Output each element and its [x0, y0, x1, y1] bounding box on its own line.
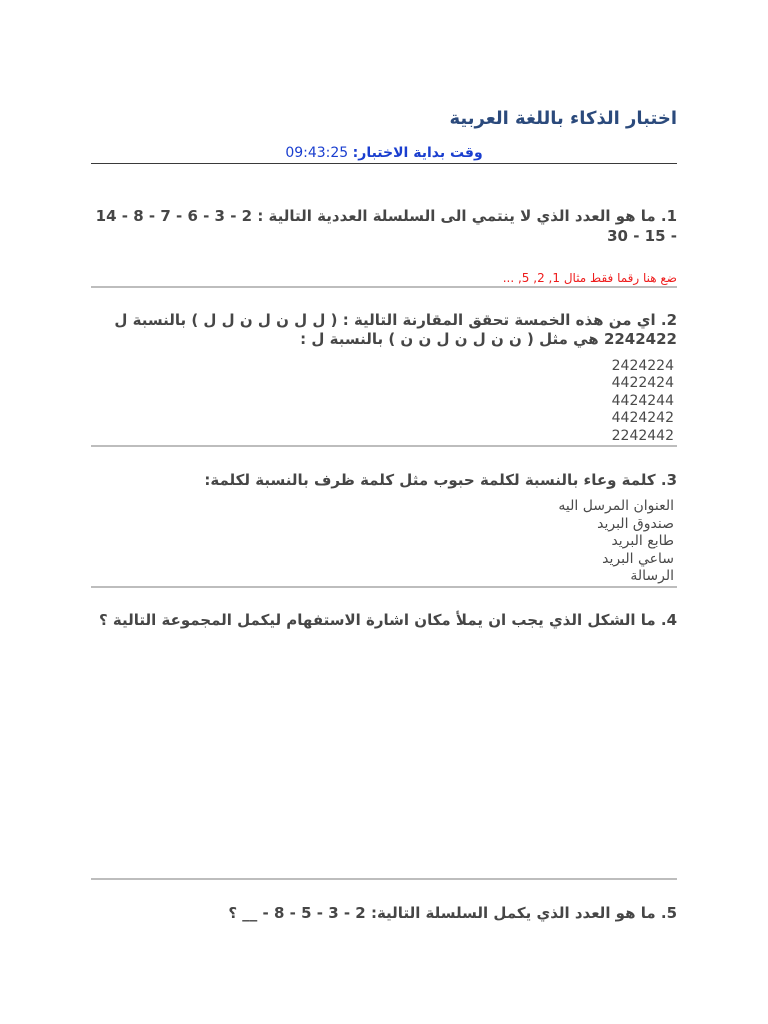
question-2-option: 4422424: [611, 375, 674, 392]
start-time: [91, 144, 677, 162]
question-1-text: 1. ما هو العدد الذي لا ينتمي الى السلسلة العددية التالية : 2 - 3 - 6 - 7 - 8 - 14 - 15 - 30: [95, 207, 677, 245]
question-2-option: 2242442: [611, 427, 674, 444]
question-5-text: 5. ما هو العدد الذي يكمل السلسلة التالية: 2 - 3 - 5 - 8 - __ ؟: [228, 904, 677, 922]
question-divider: [91, 445, 677, 447]
start-time-value: 09:43:25: [285, 145, 349, 161]
question-divider: [91, 878, 677, 880]
question-divider: [91, 286, 677, 288]
question-3-option: ساعي البريد: [602, 550, 674, 567]
page-title: اختبار الذكاء باللغة العربية: [449, 108, 677, 129]
question-3-text: 3. كلمة وعاء بالنسبة لكلمة حبوب مثل كلمة ظرف بالنسبة لكلمة:: [204, 471, 677, 489]
question-3-option: العنوان المرسل اليه: [558, 498, 674, 514]
start-time-label: وقت بداية الاختبار:: [352, 145, 483, 161]
question-3-options: [91, 498, 677, 586]
question-2-option: 2424224: [611, 358, 674, 374]
question-3-option: طابع البريد: [611, 533, 674, 549]
question-1-hint: ضع هنا رقما فقط مثال 1, 2, 5, ...: [502, 271, 677, 285]
question-3-option: صندوق البريد: [597, 515, 674, 532]
question-2-options: [91, 358, 677, 445]
question-3-option: الرسالة: [630, 568, 674, 584]
question-2-option: 4424242: [611, 410, 674, 427]
question-2-option: 4424244: [611, 392, 674, 409]
question-2-text: 2. اي من هذه الخمسة تحقق المقارنة التالية : ( ل ل ن ل ن ل ل ) بالنسبة ل 2242422 هي مثل ( ن ن ل ن ل ن ن ) بالنسبة ل :: [114, 311, 677, 348]
header-divider: [91, 163, 677, 164]
question-4-text: 4. ما الشكل الذي يجب ان يملأ مكان اشارة الاستفهام ليكمل المجموعة التالية ؟: [98, 611, 677, 629]
question-divider: [91, 586, 677, 588]
